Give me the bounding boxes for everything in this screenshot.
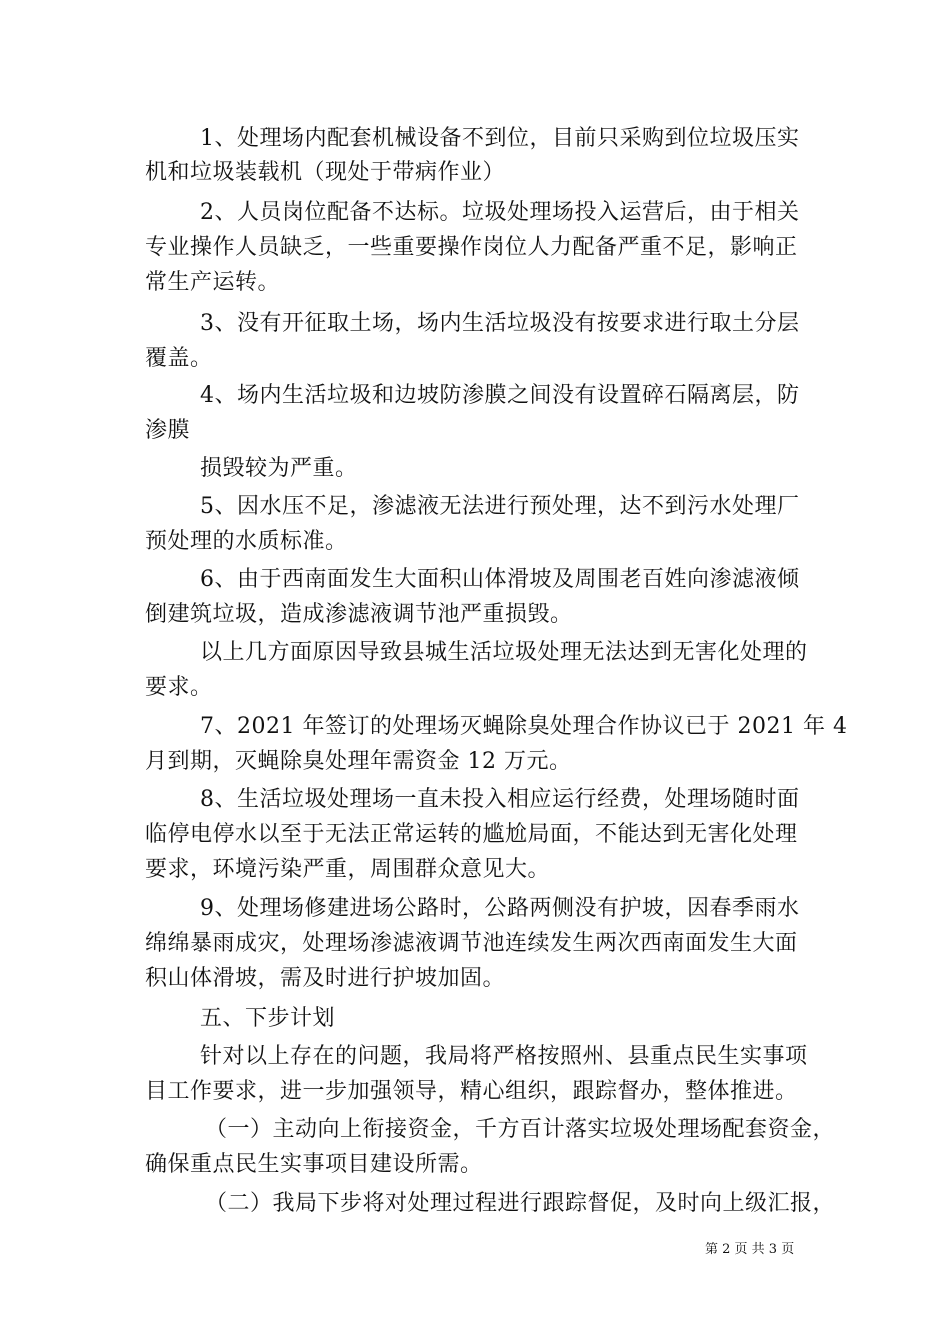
text-line: 积山体滑坡，需及时进行护坡加固。: [145, 966, 506, 991]
text-line: 3、没有开征取土场，场内生活垃圾没有按要求进行取土分层: [200, 311, 800, 336]
text-line: 2、人员岗位配备不达标。垃圾处理场投入运营后，由于相关: [200, 200, 800, 225]
section-heading: 五、下步计划: [200, 1006, 336, 1031]
text-line: 绵绵暴雨成灾，处理场渗滤液调节池连续发生两次西南面发生大面: [145, 931, 798, 956]
text-line: 预处理的水质标准。: [145, 529, 348, 554]
text-line: （二）我局下步将对处理过程进行跟踪督促，及时向上级汇报，: [205, 1191, 836, 1216]
page-number: 第 2 页 共 3 页: [705, 1242, 795, 1257]
text-line: 6、由于西南面发生大面积山体滑坡及周围老百姓向渗滤液倾: [200, 567, 800, 592]
text-line: 5、因水压不足，渗滤液无法进行预处理，达不到污水处理厂: [200, 494, 800, 519]
text-line: 目工作要求，进一步加强领导，精心组织，跟踪督办，整体推进。: [145, 1079, 798, 1104]
text-line: 9、处理场修建进场公路时，公路两侧没有护坡，因春季雨水: [200, 896, 800, 921]
text-line: （一）主动向上衔接资金，千方百计落实垃圾处理场配套资金，: [205, 1117, 836, 1142]
text-line: 要求，环境污染严重，周围群众意见大。: [145, 857, 551, 882]
text-line: 机和垃圾装载机（现处于带病作业）: [145, 160, 506, 185]
text-line: 常生产运转。: [145, 270, 281, 295]
text-line: 临停电停水以至于无法正常运转的尴尬局面，不能达到无害化处理: [145, 822, 798, 847]
text-line: 针对以上存在的问题，我局将严格按照州、县重点民生实事项: [200, 1044, 808, 1069]
text-line: 确保重点民生实事项目建设所需。: [145, 1152, 483, 1177]
text-line: 要求。: [145, 675, 213, 700]
text-line: 损毁较为严重。: [200, 456, 358, 481]
text-line: 7、2021 年签订的处理场灭蝇除臭处理合作协议已于 2021 年 4: [200, 714, 848, 739]
text-line: 渗膜: [145, 418, 191, 443]
text-line: 1、处理场内配套机械设备不到位，目前只采购到位垃圾压实: [200, 126, 800, 151]
text-line: 4、场内生活垃圾和边坡防渗膜之间没有设置碎石隔离层，防: [200, 383, 800, 408]
text-line: 倒建筑垃圾，造成渗滤液调节池严重损毁。: [145, 602, 573, 627]
text-line: 专业操作人员缺乏，一些重要操作岗位人力配备严重不足，影响正: [145, 235, 798, 260]
text-line: 覆盖。: [145, 346, 213, 371]
text-line: 以上几方面原因导致县城生活垃圾处理无法达到无害化处理的: [200, 640, 808, 665]
text-line: 月到期，灭蝇除臭处理年需资金 12 万元。: [145, 749, 572, 774]
text-line: 8、生活垃圾处理场一直未投入相应运行经费，处理场随时面: [200, 787, 800, 812]
